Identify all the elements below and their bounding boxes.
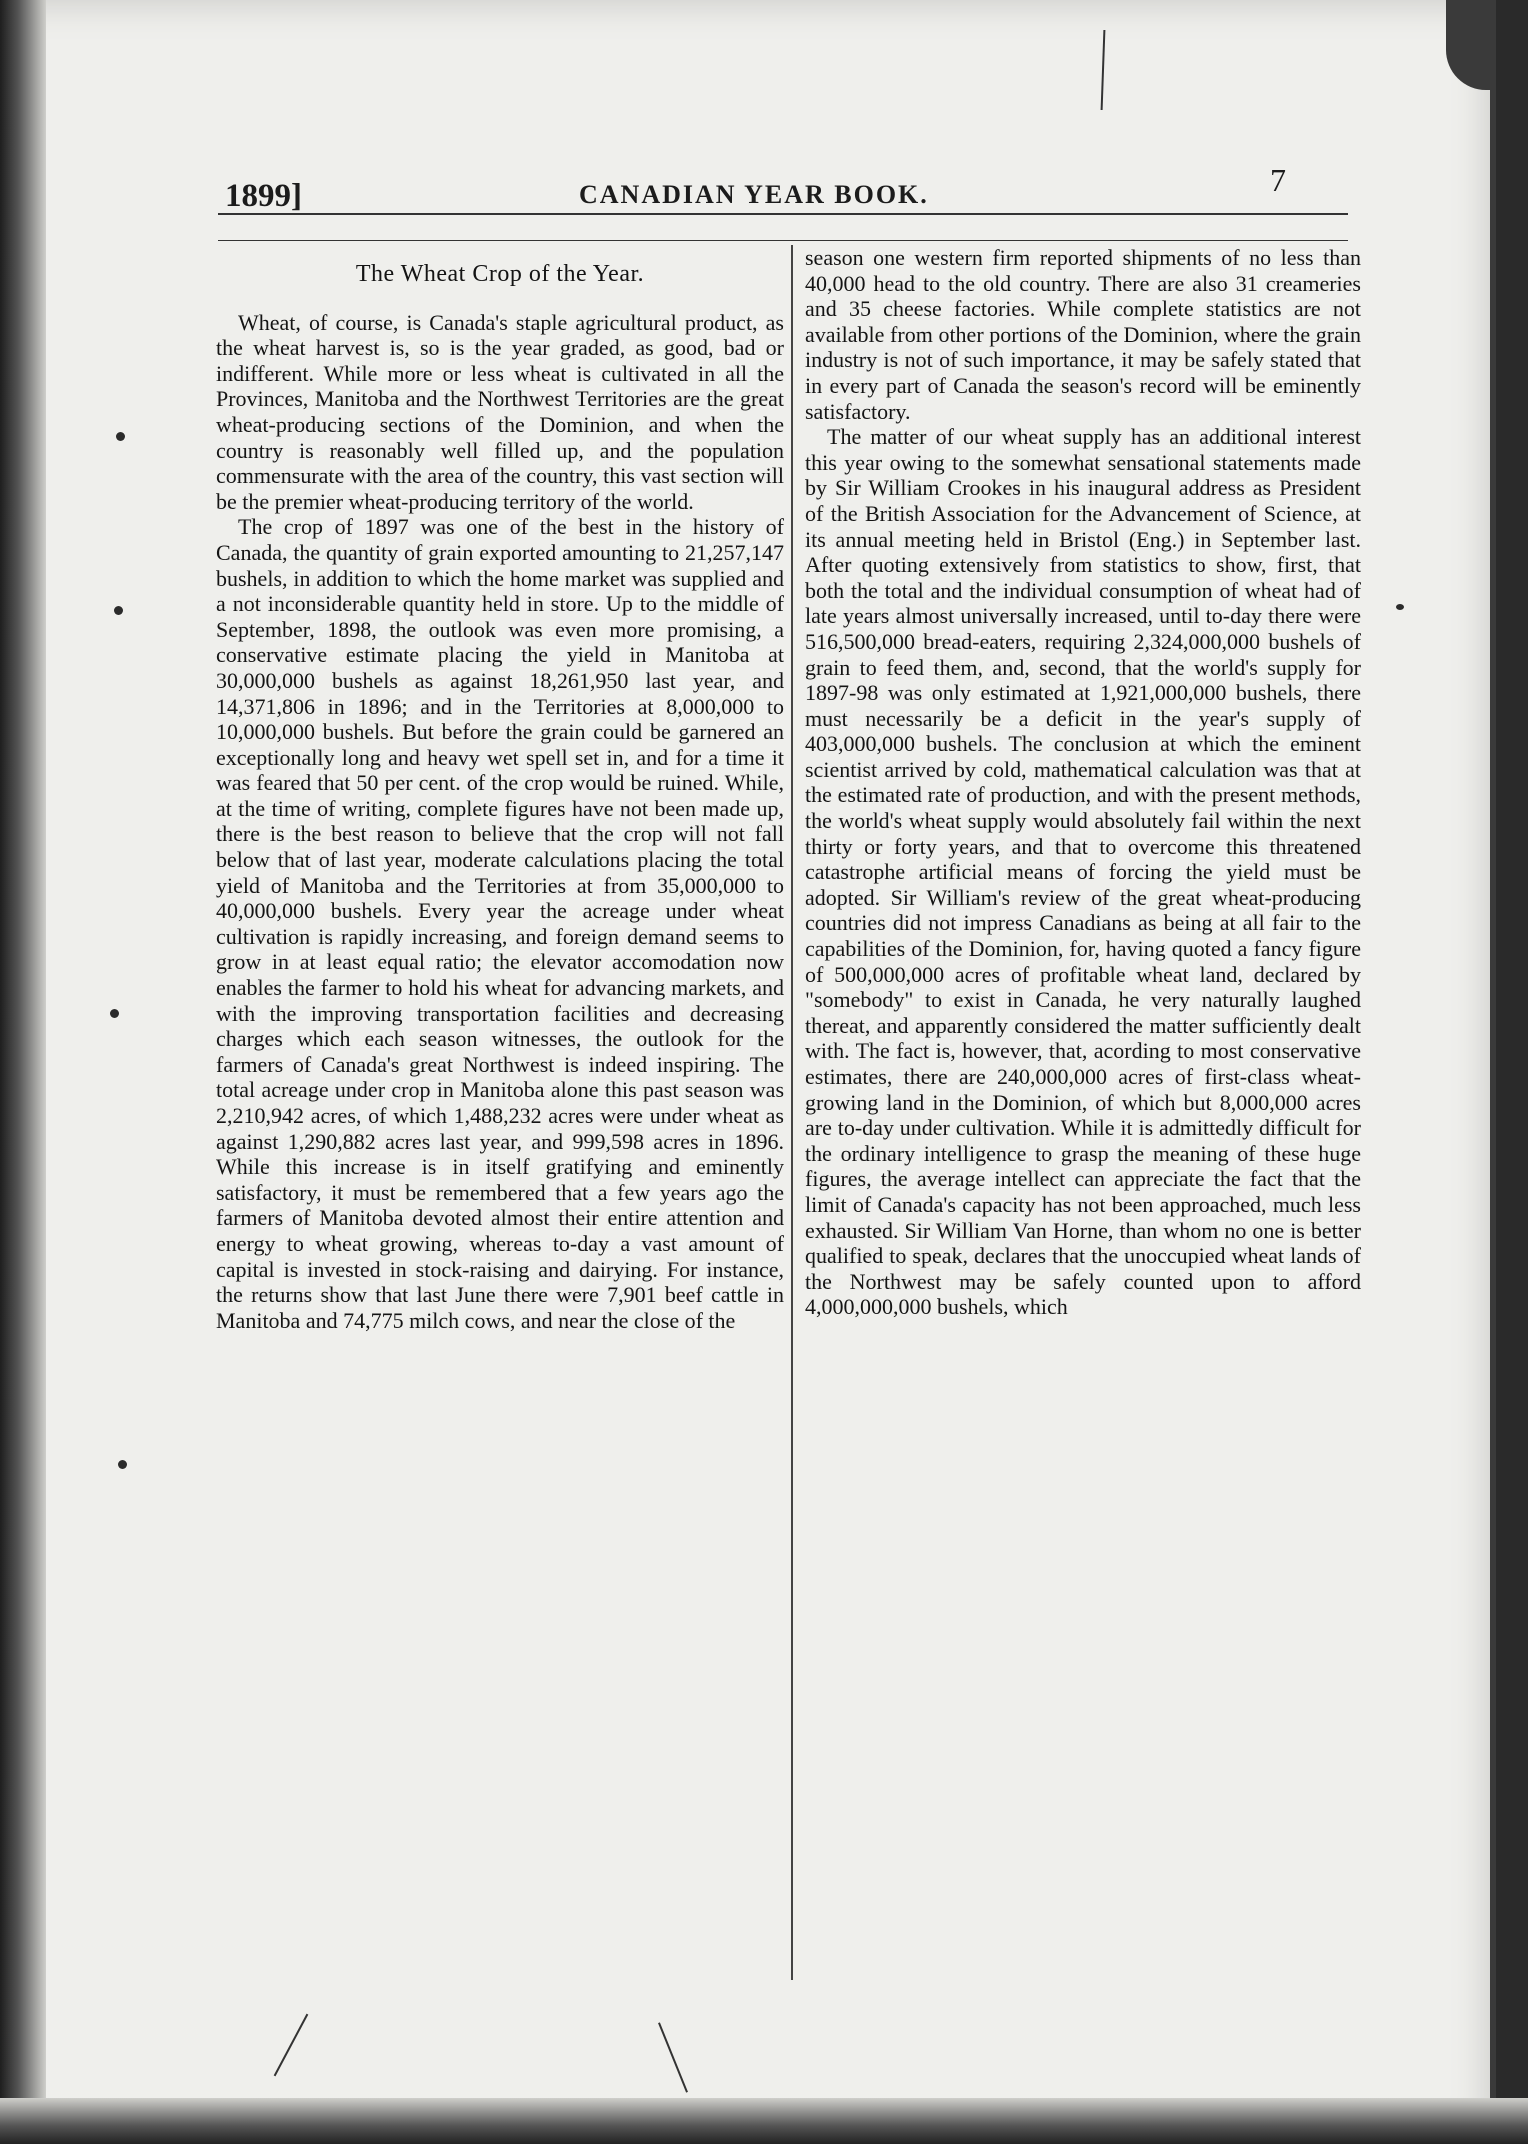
running-head: CANADIAN YEAR BOOK. <box>579 180 929 209</box>
article-title: The Wheat Crop of the Year. <box>355 261 645 287</box>
paragraph: The crop of 1897 was one of the best in the history of Canada, the quantity of grain exported amounting to 21,257,147 bushels, in addition to which the home market was supplied and a not inconsiderable quantity held in store. Up to the middle of September, 1898, the outlook was even more promising, a conservative estimate placing the yield in Manitoba at 30,000,000 bushels as against 18,261,950 last year, and 14,371,806 in 1896; and in the Territories at 8,000,000 to 10,000,000 bushels. But before the grain could be garnered an exceptionally long and heavy wet spell set in, and for a time it was feared that 50 per cent. of the crop would be ruined. While, at the time of writing, complete figures have not been made up, there is the best reason to believe that the crop will not fall below that of last year, moderate calculations placing the total yield of Manitoba and the Territories at from 35,000,000 to 40,000,000 bushels. Every year the acreage under wheat cultivation is rapidly increasing, and foreign demand seems to grow in at least equal ratio; the elevator accomodation now enables the farmer to hold his wheat for advancing markets, and with the improving transportation facilities and decreasing charges which each season witnesses, the outlook for the farmers of Canada's great Northwest is indeed inspiring. The total acreage under crop in Manitoba alone this past season was 2,210,942 acres, of which 1,488,232 acres were under wheat as against 1,290,882 acres last year, and 999,598 acres in 1896. While this increase is in itself gratifying and eminently satisfactory, it must be remembered that a few years ago the farmers of Manitoba devoted almost their entire attention and energy to wheat growing, whereas to-day a vast amount of capital is invested in stock-raising and dairying. For instance, the returns show that last June there were 7,901 beef cattle in Manitoba and 74,775 milch cows, and near the close of the <box>216 514 784 1333</box>
scan-bottom-edge <box>0 2098 1528 2144</box>
margin-speck <box>118 1460 127 1469</box>
paragraph: Wheat, of course, is Canada's staple agricultural product, as the wheat harvest is, so is the year graded, as good, bad or indifferent. While more or less wheat is cultivated in all the Provinces, Manitoba and the Northwest Territories are the great wheat-producing sections of the Dominion, and when the country is reasonably well filled up, and the population commensurate with the area of the country, this vast section will be the premier wheat-producing territory of the world. <box>216 309 784 514</box>
right-column <box>805 245 1361 1995</box>
binding-shadow <box>0 0 46 2144</box>
scan-scratch <box>1101 30 1106 110</box>
margin-speck <box>116 432 125 441</box>
scan-scratch <box>274 2014 309 2077</box>
margin-speck <box>110 1009 119 1018</box>
page-corner <box>1446 0 1490 90</box>
margin-speck <box>114 606 123 615</box>
scan-scratch <box>658 2022 688 2092</box>
paragraph: The matter of our wheat supply has an additional interest this year owing to the somewhat sensational statements made by Sir William Crookes in his inaugural address as President of the British Association for the Advancement of Science, at its annual meeting held in Bristol (Eng.) in September last. After quoting extensively from statistics to show, first, that both the total and the individual consumption of wheat had of late years almost universally increased, until to-day there were 516,500,000 bread-eaters, requiring 2,324,000,000 bushels of grain to feed them, and, second, that the world's supply for 1897-98 was only estimated at 1,921,000,000 bushels, there must necessarily be a deficit in the year's supply of 403,000,000 bushels. The conclusion at which the eminent scientist arrived by cold, mathematical calculation was that at the estimated rate of production, and with the present methods, the world's wheat supply would absolutely fail within the next thirty or forty years, and that to overcome this threatened catastrophe artificial means of forcing the yield must be adopted. Sir William's review of the great wheat-producing countries did not impress Canadians as being at all fair to the capabilities of the Dominion, for, having quoted a fancy figure of 500,000,000 acres of profitable wheat land, declared by "somebody" to exist in Canada, he very naturally laughed thereat, and apparently considered the matter sufficiently dealt with. The fact is, however, that, acording to most conservative estimates, there are 240,000,000 acres of first-class wheat-growing land in the Dominion, of which but 8,000,000 acres are to-day under cultivation. While it is admittedly difficult for the ordinary intelligence to grasp the meaning of these huge figures, the average intellect can appreciate the fact that the limit of Canada's capacity has not been approached, much less exhausted. Sir William Van Horne, than whom no one is better qualified to speak, declares that the unoccupied wheat lands of the Northwest may be safely counted upon to afford 4,000,000,000 bushels, which <box>805 424 1361 1320</box>
header-year: 1899] <box>225 178 302 214</box>
page-number: 7 <box>1270 162 1286 198</box>
left-column <box>216 245 784 1995</box>
margin-speck <box>1396 604 1404 610</box>
paragraph: season one western firm reported shipments of no less than 40,000 head to the old country. There are also 31 creameries and 35 cheese factories. While complete statistics are not available from other portions of the Dominion, where the grain industry is not of such importance, it may be safely stated that in every part of Canada the season's record will be eminently satisfactory. <box>805 245 1361 424</box>
page-header <box>225 150 1310 214</box>
column-divider <box>791 245 793 1980</box>
header-rule <box>218 213 1348 215</box>
header-rule-thin <box>218 240 1348 241</box>
